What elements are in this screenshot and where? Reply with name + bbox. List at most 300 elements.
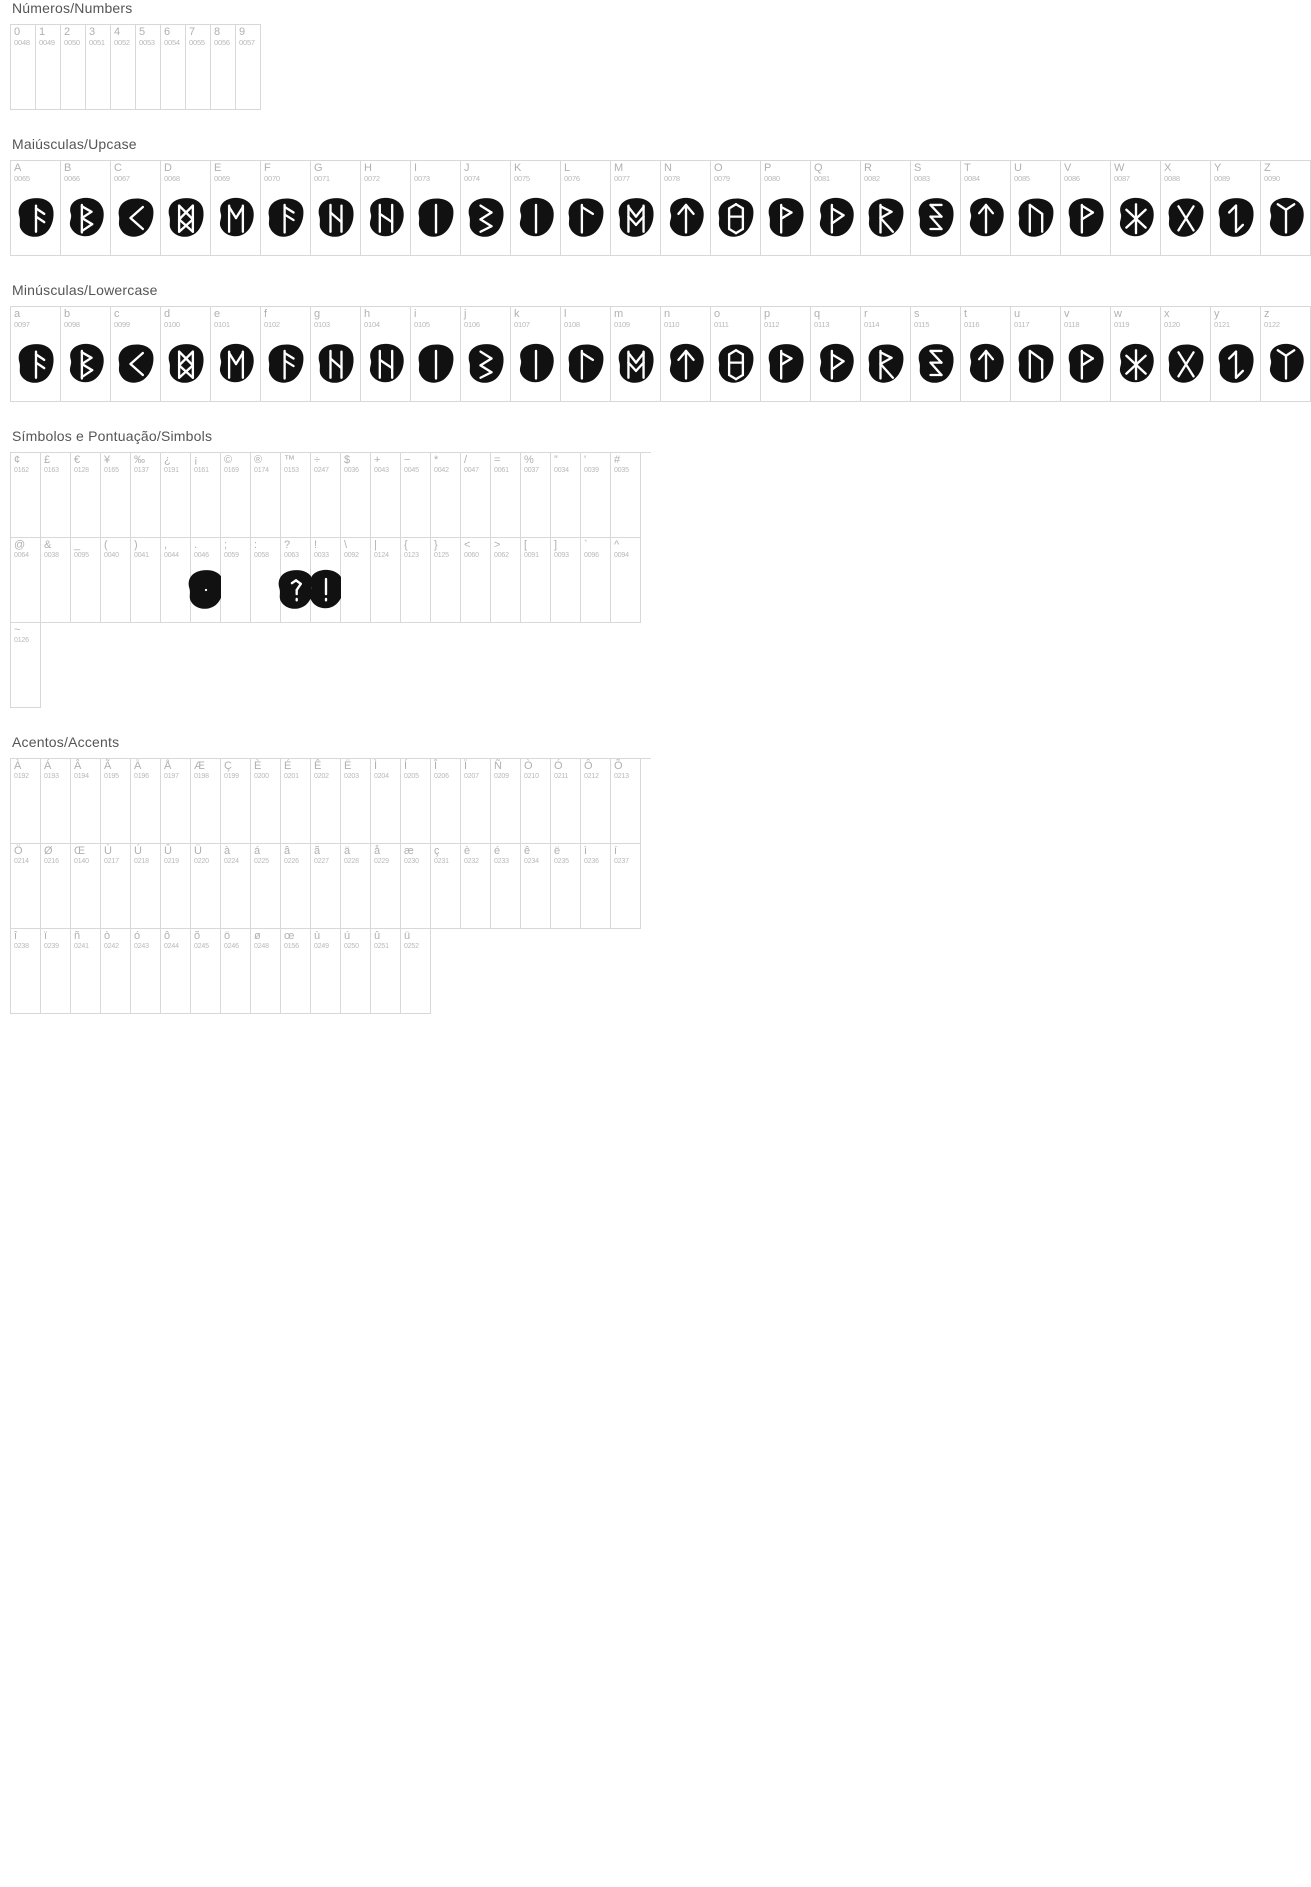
glyph-cell[interactable] (491, 453, 521, 538)
glyph-code-label: 0113 (814, 320, 830, 329)
glyph-cell[interactable] (111, 25, 136, 110)
glyph-char-label: s (914, 308, 920, 320)
rune-glyph-icon (161, 329, 210, 399)
glyph-cell[interactable] (911, 161, 961, 256)
glyph-char-label: ò (104, 930, 111, 942)
glyph-cell[interactable] (161, 929, 191, 1014)
glyph-cell[interactable] (1261, 307, 1311, 402)
glyph-cell[interactable] (511, 307, 561, 402)
glyph-char-label: r (864, 308, 868, 320)
glyph-code-label: 0156 (284, 943, 299, 950)
glyph-cell[interactable] (221, 538, 251, 623)
glyph-cell[interactable] (561, 307, 611, 402)
glyph-cell[interactable] (311, 844, 341, 929)
glyph-char-label: X (1164, 162, 1172, 174)
glyph-code-label: 0069 (214, 174, 230, 183)
glyph-cell[interactable] (261, 161, 311, 256)
glyph-cell[interactable] (961, 307, 1011, 402)
glyph-code-label: 0061 (494, 467, 509, 474)
section-title: Acentos/Accents (12, 734, 120, 750)
glyph-cell[interactable] (281, 759, 311, 844)
glyph-char-label: J (464, 162, 470, 174)
glyph-cell[interactable] (1111, 161, 1161, 256)
glyph-cell[interactable] (401, 453, 431, 538)
glyph-cell[interactable] (311, 453, 341, 538)
glyph-cell[interactable] (161, 844, 191, 929)
glyph-code-label: 0117 (1014, 320, 1030, 329)
glyph-char-label: Ò (524, 760, 533, 772)
glyph-cell[interactable] (131, 538, 161, 623)
glyph-code-label: 0246 (224, 943, 239, 950)
glyph-cell[interactable] (191, 759, 221, 844)
glyph-cell[interactable] (161, 307, 211, 402)
glyph-code-label: 0140 (74, 858, 89, 865)
glyph-cell[interactable] (281, 929, 311, 1014)
glyph-char-label: < (464, 539, 471, 551)
glyph-cell[interactable] (661, 307, 711, 402)
glyph-cell[interactable] (101, 538, 131, 623)
glyph-char-label: £ (44, 454, 51, 466)
glyph-grid (10, 160, 1311, 256)
rune-glyph-icon (11, 183, 60, 253)
glyph-cell[interactable] (61, 25, 86, 110)
glyph-cell[interactable] (341, 929, 371, 1014)
glyph-cell[interactable] (311, 161, 361, 256)
glyph-cell[interactable] (251, 844, 281, 929)
glyph-char-label: ö (224, 930, 231, 942)
glyph-char-label: & (44, 539, 52, 551)
glyph-code-label: 0128 (74, 467, 89, 474)
glyph-cell[interactable] (191, 538, 221, 623)
glyph-code-label: 0236 (584, 858, 599, 865)
glyph-cell[interactable] (1061, 161, 1111, 256)
glyph-cell[interactable] (561, 161, 611, 256)
glyph-cell[interactable] (1161, 307, 1211, 402)
glyph-char-label: Í (404, 760, 408, 772)
glyph-cell[interactable] (161, 161, 211, 256)
rune-glyph-icon (1161, 329, 1210, 399)
glyph-cell[interactable] (401, 538, 431, 623)
glyph-code-label: 0231 (434, 858, 449, 865)
glyph-cell[interactable] (1161, 161, 1211, 256)
glyph-cell[interactable] (41, 538, 71, 623)
glyph-cell[interactable] (661, 161, 711, 256)
glyph-char-label: å (374, 845, 381, 857)
glyph-cell[interactable] (61, 307, 111, 402)
glyph-cell[interactable] (711, 307, 761, 402)
glyph-cell[interactable] (221, 759, 251, 844)
glyph-cell[interactable] (461, 161, 511, 256)
glyph-code-label: 0238 (14, 943, 29, 950)
glyph-cell[interactable] (341, 759, 371, 844)
glyph-cell[interactable] (761, 161, 811, 256)
glyph-code-label: 0247 (314, 467, 329, 474)
glyph-cell[interactable] (491, 844, 521, 929)
glyph-cell[interactable] (341, 844, 371, 929)
glyph-cell[interactable] (251, 759, 281, 844)
glyph-cell[interactable] (11, 307, 61, 402)
glyph-char-label: è (464, 845, 471, 857)
glyph-cell[interactable] (11, 25, 36, 110)
glyph-cell[interactable] (161, 759, 191, 844)
glyph-cell[interactable] (551, 844, 581, 929)
glyph-cell[interactable] (101, 759, 131, 844)
glyph-char-label: b (64, 308, 71, 320)
glyph-code-label: 0218 (134, 858, 149, 865)
glyph-code-label: 0099 (114, 320, 130, 329)
glyph-code-label: 0073 (414, 174, 430, 183)
glyph-code-label: 0120 (1164, 320, 1180, 329)
glyph-code-label: 0137 (134, 467, 149, 474)
glyph-char-label: ê (524, 845, 531, 857)
glyph-cell[interactable] (371, 453, 401, 538)
glyph-cell[interactable] (211, 25, 236, 110)
glyph-code-label: 0110 (664, 320, 680, 329)
glyph-cell[interactable] (611, 759, 641, 844)
glyph-cell[interactable] (411, 161, 461, 256)
glyph-code-label: 0055 (189, 38, 205, 47)
section-title: Minúsculas/Lowercase (12, 282, 158, 298)
glyph-char-label: à (224, 845, 231, 857)
glyph-code-label: 0235 (554, 858, 569, 865)
glyph-char-label: W (1114, 162, 1125, 174)
glyph-cell[interactable] (521, 453, 551, 538)
glyph-cell[interactable] (281, 844, 311, 929)
glyph-char-label: Ñ (494, 760, 502, 772)
glyph-cell[interactable] (1061, 307, 1111, 402)
glyph-cell[interactable] (401, 759, 431, 844)
glyph-cell[interactable] (611, 844, 641, 929)
glyph-cell[interactable] (191, 453, 221, 538)
glyph-cell[interactable] (511, 161, 561, 256)
glyph-code-label: 0057 (239, 38, 255, 47)
glyph-char-label: , (164, 539, 168, 551)
glyph-code-label: 0089 (1214, 174, 1230, 183)
glyph-cell[interactable] (101, 844, 131, 929)
glyph-char-label: p (764, 308, 771, 320)
rune-glyph-icon (311, 329, 360, 399)
glyph-cell[interactable] (311, 538, 341, 623)
glyph-code-label: 0052 (114, 38, 130, 47)
glyph-code-label: 0249 (314, 943, 329, 950)
glyph-char-label: G (314, 162, 323, 174)
glyph-char-label: ó (134, 930, 141, 942)
glyph-char-label: m (614, 308, 624, 320)
glyph-cell[interactable] (551, 759, 581, 844)
glyph-char-label: e (214, 308, 221, 320)
glyph-code-label: 0108 (564, 320, 580, 329)
glyph-code-label: 0080 (764, 174, 780, 183)
glyph-cell[interactable] (311, 759, 341, 844)
glyph-code-label: 0193 (44, 773, 59, 780)
rune-glyph-icon (1011, 329, 1060, 399)
glyph-char-label: F (264, 162, 271, 174)
glyph-code-label: 0047 (464, 467, 479, 474)
glyph-char-label: 5 (139, 26, 146, 38)
glyph-code-label: 0126 (14, 637, 29, 644)
glyph-cell[interactable] (11, 929, 41, 1014)
glyph-cell[interactable] (581, 844, 611, 929)
glyph-cell[interactable] (36, 25, 61, 110)
glyph-cell[interactable] (611, 161, 661, 256)
glyph-char-label: . (194, 539, 198, 551)
rune-glyph-icon (561, 329, 610, 399)
glyph-cell[interactable] (221, 453, 251, 538)
glyph-char-label: ñ (74, 930, 81, 942)
glyph-cell[interactable] (211, 161, 261, 256)
glyph-char-label: * (434, 454, 439, 466)
glyph-char-label: ? (284, 539, 291, 551)
glyph-char-label: j (464, 308, 467, 320)
glyph-cell[interactable] (86, 25, 111, 110)
glyph-cell[interactable] (521, 538, 551, 623)
glyph-cell[interactable] (131, 759, 161, 844)
glyph-cell[interactable] (221, 844, 251, 929)
glyph-cell[interactable] (581, 759, 611, 844)
glyph-char-label: % (524, 454, 534, 466)
glyph-code-label: 0233 (494, 858, 509, 865)
glyph-cell[interactable] (186, 25, 211, 110)
glyph-cell[interactable] (581, 538, 611, 623)
glyph-cell[interactable] (361, 307, 411, 402)
glyph-code-label: 0102 (264, 320, 280, 329)
glyph-cell[interactable] (111, 307, 161, 402)
glyph-cell[interactable] (371, 538, 401, 623)
glyph-cell[interactable] (411, 307, 461, 402)
glyph-cell[interactable] (401, 929, 431, 1014)
glyph-code-label: 0038 (44, 552, 59, 559)
glyph-cell[interactable] (361, 161, 411, 256)
glyph-cell[interactable] (191, 929, 221, 1014)
rune-glyph-icon (511, 329, 560, 399)
glyph-cell[interactable] (11, 844, 41, 929)
glyph-cell[interactable] (131, 844, 161, 929)
glyph-cell[interactable] (261, 307, 311, 402)
glyph-cell[interactable] (71, 759, 101, 844)
glyph-code-label: 0054 (164, 38, 180, 47)
glyph-code-label: 0153 (284, 467, 299, 474)
glyph-code-label: 0049 (39, 38, 55, 47)
glyph-cell[interactable] (41, 844, 71, 929)
glyph-code-label: 0203 (344, 773, 359, 780)
glyph-cell[interactable] (1011, 161, 1061, 256)
glyph-cell[interactable] (551, 538, 581, 623)
glyph-cell[interactable] (961, 161, 1011, 256)
glyph-char-label: $ (344, 454, 351, 466)
glyph-char-label: n (664, 308, 671, 320)
glyph-char-label: ) (134, 539, 138, 551)
glyph-cell[interactable] (581, 453, 611, 538)
glyph-cell[interactable] (371, 929, 401, 1014)
glyph-cell[interactable] (1111, 307, 1161, 402)
glyph-cell[interactable] (1211, 161, 1261, 256)
glyph-cell[interactable] (611, 453, 641, 538)
glyph-code-label: 0043 (374, 467, 389, 474)
rune-glyph-icon (861, 329, 910, 399)
glyph-cell[interactable] (161, 453, 191, 538)
glyph-cell[interactable] (371, 844, 401, 929)
glyph-cell[interactable] (461, 453, 491, 538)
glyph-cell[interactable] (761, 307, 811, 402)
glyph-cell[interactable] (61, 161, 111, 256)
glyph-cell[interactable] (431, 844, 461, 929)
glyph-code-label: 0250 (344, 943, 359, 950)
glyph-code-label: 0169 (224, 467, 239, 474)
glyph-cell[interactable] (461, 759, 491, 844)
glyph-cell[interactable] (251, 929, 281, 1014)
rune-glyph-icon (411, 329, 460, 399)
glyph-code-label: 0105 (414, 320, 430, 329)
glyph-code-label: 0076 (564, 174, 580, 183)
glyph-cell[interactable] (341, 453, 371, 538)
glyph-code-label: 0239 (44, 943, 59, 950)
glyph-code-label: 0216 (44, 858, 59, 865)
glyph-char-label: @ (14, 539, 26, 551)
glyph-cell[interactable] (191, 844, 221, 929)
glyph-cell[interactable] (371, 759, 401, 844)
glyph-code-label: 0161 (194, 467, 209, 474)
glyph-cell[interactable] (71, 929, 101, 1014)
glyph-char-label: Ë (344, 760, 352, 772)
section-accents (10, 734, 651, 1014)
glyph-cell[interactable] (11, 759, 41, 844)
glyph-cell[interactable] (431, 538, 461, 623)
glyph-code-label: 0100 (164, 320, 180, 329)
glyph-char-label: U (1014, 162, 1022, 174)
glyph-cell[interactable] (11, 538, 41, 623)
glyph-code-label: 0074 (464, 174, 480, 183)
rune-glyph-icon (1261, 183, 1310, 253)
glyph-char-label: Æ (194, 760, 205, 772)
glyph-cell[interactable] (431, 759, 461, 844)
glyph-cell[interactable] (101, 929, 131, 1014)
glyph-cell[interactable] (861, 307, 911, 402)
glyph-code-label: 0085 (1014, 174, 1030, 183)
glyph-char-label: © (224, 454, 233, 466)
glyph-cell[interactable] (1261, 161, 1311, 256)
glyph-cell[interactable] (71, 844, 101, 929)
glyph-char-label: o (714, 308, 721, 320)
glyph-cell[interactable] (131, 453, 161, 538)
glyph-cell[interactable] (251, 453, 281, 538)
glyph-code-label: 0059 (224, 552, 239, 559)
glyph-cell[interactable] (71, 538, 101, 623)
glyph-char-label: œ (284, 930, 295, 942)
glyph-cell[interactable] (341, 538, 371, 623)
glyph-char-label: H (364, 162, 372, 174)
glyph-cell[interactable] (41, 453, 71, 538)
glyph-char-label: O (714, 162, 723, 174)
glyph-cell[interactable] (211, 307, 261, 402)
glyph-cell[interactable] (811, 161, 861, 256)
glyph-code-label: 0214 (14, 858, 29, 865)
glyph-cell[interactable] (461, 538, 491, 623)
glyph-cell[interactable] (551, 453, 581, 538)
glyph-code-label: 0090 (1264, 174, 1280, 183)
glyph-code-label: 0114 (864, 320, 880, 329)
glyph-char-label: L (564, 162, 571, 174)
glyph-cell[interactable] (521, 844, 551, 929)
glyph-char-label: Œ (74, 845, 85, 857)
glyph-cell[interactable] (861, 161, 911, 256)
glyph-char-label: x (1164, 308, 1170, 320)
glyph-char-label: N (664, 162, 672, 174)
rune-glyph-icon (411, 183, 460, 253)
glyph-cell[interactable] (431, 453, 461, 538)
glyph-cell[interactable] (71, 453, 101, 538)
glyph-char-label: Â (74, 760, 82, 772)
glyph-cell[interactable] (221, 929, 251, 1014)
glyph-cell[interactable] (311, 307, 361, 402)
glyph-cell[interactable] (311, 929, 341, 1014)
glyph-cell[interactable] (11, 623, 41, 708)
glyph-char-label: ] (554, 539, 558, 551)
rune-glyph-icon (361, 329, 410, 399)
glyph-code-label: 0121 (1214, 320, 1230, 329)
glyph-cell[interactable] (11, 453, 41, 538)
glyph-cell[interactable] (811, 307, 861, 402)
glyph-cell[interactable] (1211, 307, 1261, 402)
glyph-cell[interactable] (41, 759, 71, 844)
glyph-cell[interactable] (111, 161, 161, 256)
glyph-code-label: 0195 (104, 773, 119, 780)
rune-glyph-icon (1211, 183, 1260, 253)
glyph-cell[interactable] (491, 538, 521, 623)
glyph-char-label: ¿ (164, 454, 171, 466)
glyph-char-label: / (464, 454, 468, 466)
glyph-cell[interactable] (521, 759, 551, 844)
glyph-code-label: 0088 (1164, 174, 1180, 183)
glyph-cell[interactable] (401, 844, 431, 929)
glyph-char-label: > (494, 539, 501, 551)
glyph-code-label: 0201 (284, 773, 299, 780)
glyph-code-label: 0242 (104, 943, 119, 950)
glyph-cell[interactable] (1011, 307, 1061, 402)
glyph-char-label: ø (254, 930, 261, 942)
glyph-cell[interactable] (11, 161, 61, 256)
glyph-char-label: õ (194, 930, 201, 942)
rune-glyph-icon (311, 560, 340, 620)
glyph-char-label: } (434, 539, 438, 551)
glyph-cell[interactable] (41, 929, 71, 1014)
glyph-cell[interactable] (611, 538, 641, 623)
rune-glyph-icon (1111, 329, 1160, 399)
glyph-char-label: Ç (224, 760, 232, 772)
glyph-char-label: 3 (89, 26, 96, 38)
rune-glyph-icon (61, 183, 110, 253)
glyph-code-label: 0205 (404, 773, 419, 780)
glyph-cell[interactable] (611, 307, 661, 402)
glyph-char-label: : (254, 539, 258, 551)
glyph-cell[interactable] (461, 844, 491, 929)
glyph-code-label: 0084 (964, 174, 980, 183)
glyph-cell[interactable] (281, 453, 311, 538)
glyph-cell[interactable] (101, 453, 131, 538)
glyph-code-label: 0039 (584, 467, 599, 474)
glyph-code-label: 0101 (214, 320, 230, 329)
glyph-cell[interactable] (491, 759, 521, 844)
glyph-cell[interactable] (236, 25, 261, 110)
glyph-cell[interactable] (136, 25, 161, 110)
glyph-cell[interactable] (461, 307, 511, 402)
glyph-char-label: ^ (614, 539, 620, 551)
glyph-cell[interactable] (131, 929, 161, 1014)
glyph-cell[interactable] (711, 161, 761, 256)
glyph-code-label: 0083 (914, 174, 930, 183)
glyph-char-label: Î (434, 760, 438, 772)
glyph-cell[interactable] (161, 25, 186, 110)
glyph-cell[interactable] (911, 307, 961, 402)
